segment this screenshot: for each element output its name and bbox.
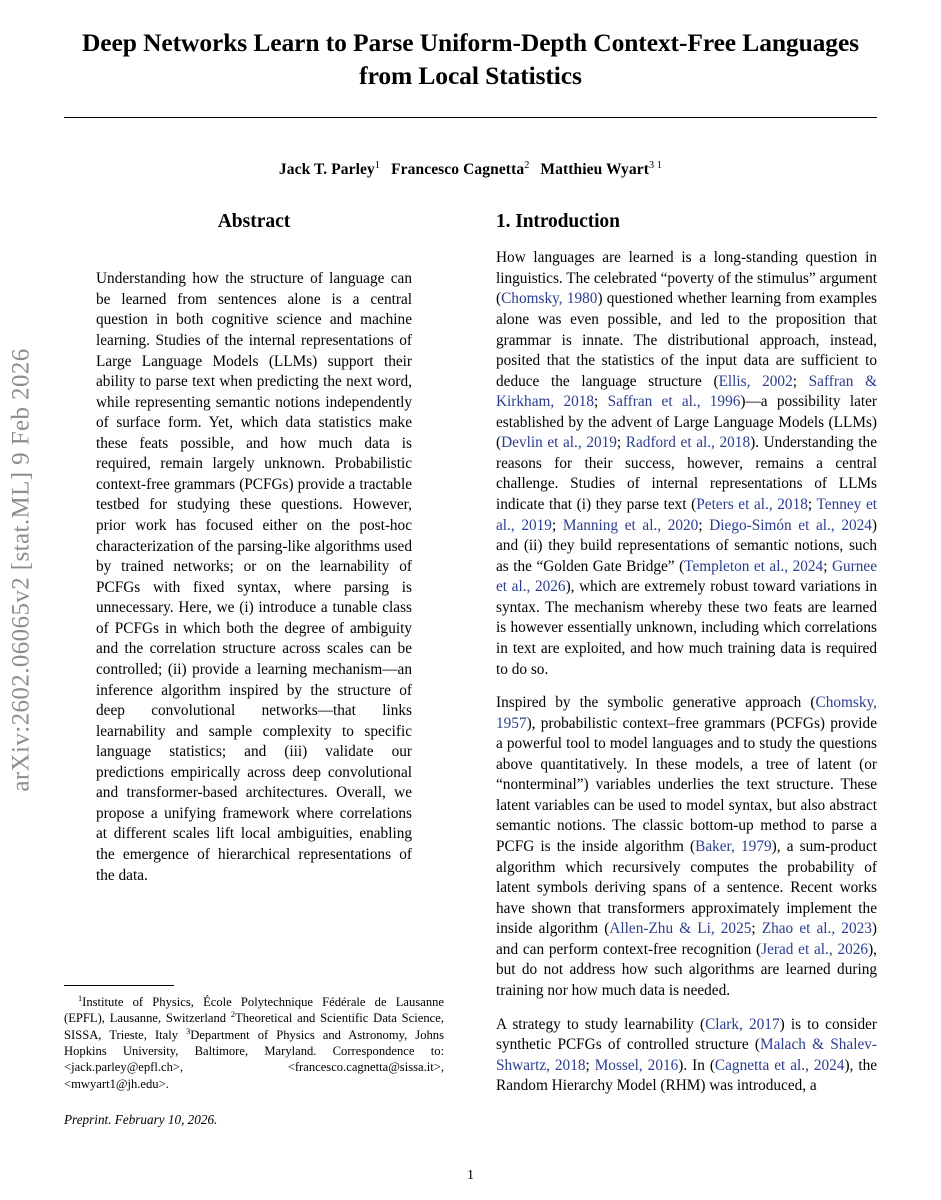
- paragraph-text: ;: [823, 557, 832, 575]
- citation-link[interactable]: Allen-Zhu & Li, 2025: [609, 920, 752, 938]
- intro-paragraph-2: [496, 693, 877, 1001]
- paragraph-text: ), the Random Hierarchy Model (RHM) was introduced, a: [496, 1056, 878, 1095]
- author-entry: [391, 161, 529, 178]
- affiliation-footnote: [64, 994, 444, 1092]
- citation-link[interactable]: Radford et al., 2018: [625, 434, 751, 452]
- section-heading-introduction: 1. Introduction: [496, 211, 620, 233]
- author-entry: [540, 161, 662, 178]
- footnote-text: Theoretical and Scientific Data Science, SISSA, Trieste, Italy: [64, 1011, 444, 1042]
- paragraph-text: A strategy to study learnability (: [496, 1015, 706, 1033]
- paragraph-text: ;: [698, 516, 710, 534]
- author-affiliation-marker: 2: [524, 160, 530, 172]
- citation-link[interactable]: Zhao et al., 2023: [761, 920, 872, 938]
- abstract-text: Understanding how the structure of language can be learned from sentences alone is a central question in both cognitive science and machine learning. Studies of the internal representations of Large Language Models (LLMs) support their ability to parse text when predicting the next word, while representing semantic notions independently of surface form. Yet, which data statistics make these feats possible, and how much data is required, remain largely unknown. Probabilistic context-free grammars (PCFGs) provide a tractable testbed for studying these questions. However, prior work has focused either on the post-hoc characterization of the parsing-like algorithms used by trained networks; or on the learnability of PCFGs with fixed syntax, where parsing is unnecessary. Here, we (i) introduce a tunable class of PCFGs in which both the degree of ambiguity and the correlation structure across scales can be controlled; (ii) provide a learning mechanism—an inference algorithm inspired by the structure of deep convolutional networks—that links learnability and sample complexity to specific language statistics; and (iii) validate our predictions empirically across deep convolutional and transformer-based architectures. Overall, we propose a unifying framework where correlations at different scales lift local ambiguities, enabling the emergence of hierarchical representations of the data.: [96, 270, 412, 884]
- footnote-marker: 1: [78, 993, 83, 1003]
- paragraph-text: Inspired by the symbolic generative approach (: [496, 694, 816, 712]
- paragraph-text: ) and (ii) they build representations of semantic notions, such as the “Golden Gate Bridge” (: [496, 516, 878, 575]
- left-column: [64, 211, 444, 886]
- paragraph-text: ;: [807, 496, 817, 514]
- paper-content: [64, 0, 877, 1110]
- citation-link[interactable]: Ellis, 2002: [718, 372, 793, 390]
- intro-paragraph-3: [496, 1015, 877, 1097]
- footnote-text: Department of Physics and Astronomy, Johns Hopkins University, Baltimore, Maryland. Correspondence to: <jack.parley@epfl.ch>, <francesco.cagnetta@sissa.it>, <mwyart1@jh.edu>.: [64, 1027, 444, 1091]
- paragraph-text: ;: [792, 372, 809, 390]
- citation-link[interactable]: Templeton et al., 2024: [684, 557, 824, 575]
- title-divider: [64, 117, 877, 118]
- paragraph-text: ) is to consider synthetic PCFGs of controlled structure (: [496, 1015, 877, 1054]
- paragraph-text: ), which are extremely robust toward variations in syntax. The mechanism whereby these two feats are learned is however essentially unknown, including which correlations in text are exploited, and how much training data is required to do so.: [496, 578, 877, 678]
- title-block: [64, 0, 877, 118]
- paragraph-text: ), but do not address how such algorithms are learned during training nor how much data is needed.: [496, 940, 877, 999]
- citation-link[interactable]: Jerad et al., 2026: [761, 940, 869, 958]
- author-name: Jack T. Parley: [278, 161, 375, 179]
- paragraph-text: ) questioned whether learning from examples alone was even possible, and led to the proposition that grammar is innate. The distributional approach, instead, posited that the statistics of the input data are sufficient to deduce the language structure (: [496, 290, 877, 390]
- footnote-marker: 2: [230, 1010, 235, 1020]
- page-title: Deep Networks Learn to Parse Uniform-Depth Context-Free Languages from Local Statistics: [81, 28, 859, 91]
- paragraph-text: ;: [585, 1056, 595, 1074]
- citation-link[interactable]: Diego-Simón et al., 2024: [709, 516, 872, 534]
- author-name: Francesco Cagnetta: [391, 161, 525, 179]
- paragraph-text: How languages are learned is a long-standing question in linguistics. The celebrated “poverty of the stimulus” argument (: [496, 249, 877, 308]
- paragraph-text: )—a possibility later established by the advent of Large Language Models (LLMs) (: [496, 393, 877, 452]
- citation-link[interactable]: Tenney et al., 2019: [496, 496, 877, 534]
- page-number: 1: [467, 1168, 474, 1183]
- footnote-block: [64, 985, 444, 1141]
- paragraph-text: ), probabilistic context–free grammars (PCFGs) provide a powerful tool to model languages and to study the questions above quantitatively. In these models, a tree of latent (or “nonterminal”) variables underlies the text structure. These latent variables can be used to model syntax, but also abstract semantic notions. The classic bottom-up method to parse a PCFG is the inside algorithm (: [496, 714, 877, 856]
- author-entry: [279, 161, 380, 178]
- paragraph-text: ) and can perform context-free recognition (: [496, 920, 878, 958]
- footnote-text: Institute of Physics, École Polytechnique Fédérale de Lausanne (EPFL), Lausanne, Switzerland: [64, 995, 444, 1026]
- paragraph-text: ). In (: [678, 1056, 715, 1074]
- paragraph-text: ;: [751, 920, 762, 938]
- paragraph-text: ). Understanding the reasons for their success, however, remains a central challenge. Studies of internal representations of LLMs indicate that (i) they parse text (: [496, 434, 877, 514]
- citation-link[interactable]: Saffran & Kirkham, 2018: [496, 372, 877, 411]
- author-list: [64, 161, 877, 179]
- citation-link[interactable]: Cagnetta et al., 2024: [714, 1056, 845, 1074]
- right-column: [496, 211, 877, 1110]
- paragraph-text: ;: [551, 516, 563, 534]
- citation-link[interactable]: Chomsky, 1957: [496, 694, 877, 732]
- citation-link[interactable]: Manning et al., 2020: [562, 516, 699, 534]
- citation-link[interactable]: Saffran et al., 1996: [607, 393, 741, 411]
- author-name: Matthieu Wyart: [540, 161, 649, 179]
- preprint-notice: Preprint. February 10, 2026.: [64, 1112, 218, 1128]
- abstract-heading: Abstract: [217, 211, 291, 233]
- author-affiliation-marker: 3 1: [649, 160, 663, 172]
- two-column-body: [64, 211, 877, 1110]
- citation-link[interactable]: Chomsky, 1980: [501, 290, 598, 308]
- arxiv-stamp: [0, 0, 44, 1140]
- footnote-divider: [64, 985, 174, 986]
- citation-link[interactable]: Mossel, 2016: [594, 1056, 679, 1074]
- arxiv-stamp-text: arXiv:2602.06065v2 [stat.ML] 9 Feb 2026: [8, 348, 35, 792]
- paragraph-text: ;: [594, 393, 608, 411]
- paragraph-text: ;: [616, 434, 626, 452]
- citation-link[interactable]: Baker, 1979: [695, 838, 772, 856]
- citation-link[interactable]: Clark, 2017: [705, 1015, 780, 1033]
- author-affiliation-marker: 1: [374, 160, 381, 172]
- paragraph-text: ), a sum-product algorithm which recursively computes the probability of latent symbols deriving spans of a sentence. Recent works have shown that transformers approximately implement the inside algorithm (: [496, 838, 877, 938]
- citation-link[interactable]: Devlin et al., 2019: [501, 434, 617, 452]
- citation-link[interactable]: Gurnee et al., 2026: [496, 557, 878, 596]
- intro-paragraph-1: [496, 248, 877, 680]
- footnote-marker: 3: [186, 1026, 191, 1036]
- citation-link[interactable]: Peters et al., 2018: [696, 496, 808, 514]
- citation-link[interactable]: Malach & Shalev-Shwartz, 2018: [496, 1036, 877, 1074]
